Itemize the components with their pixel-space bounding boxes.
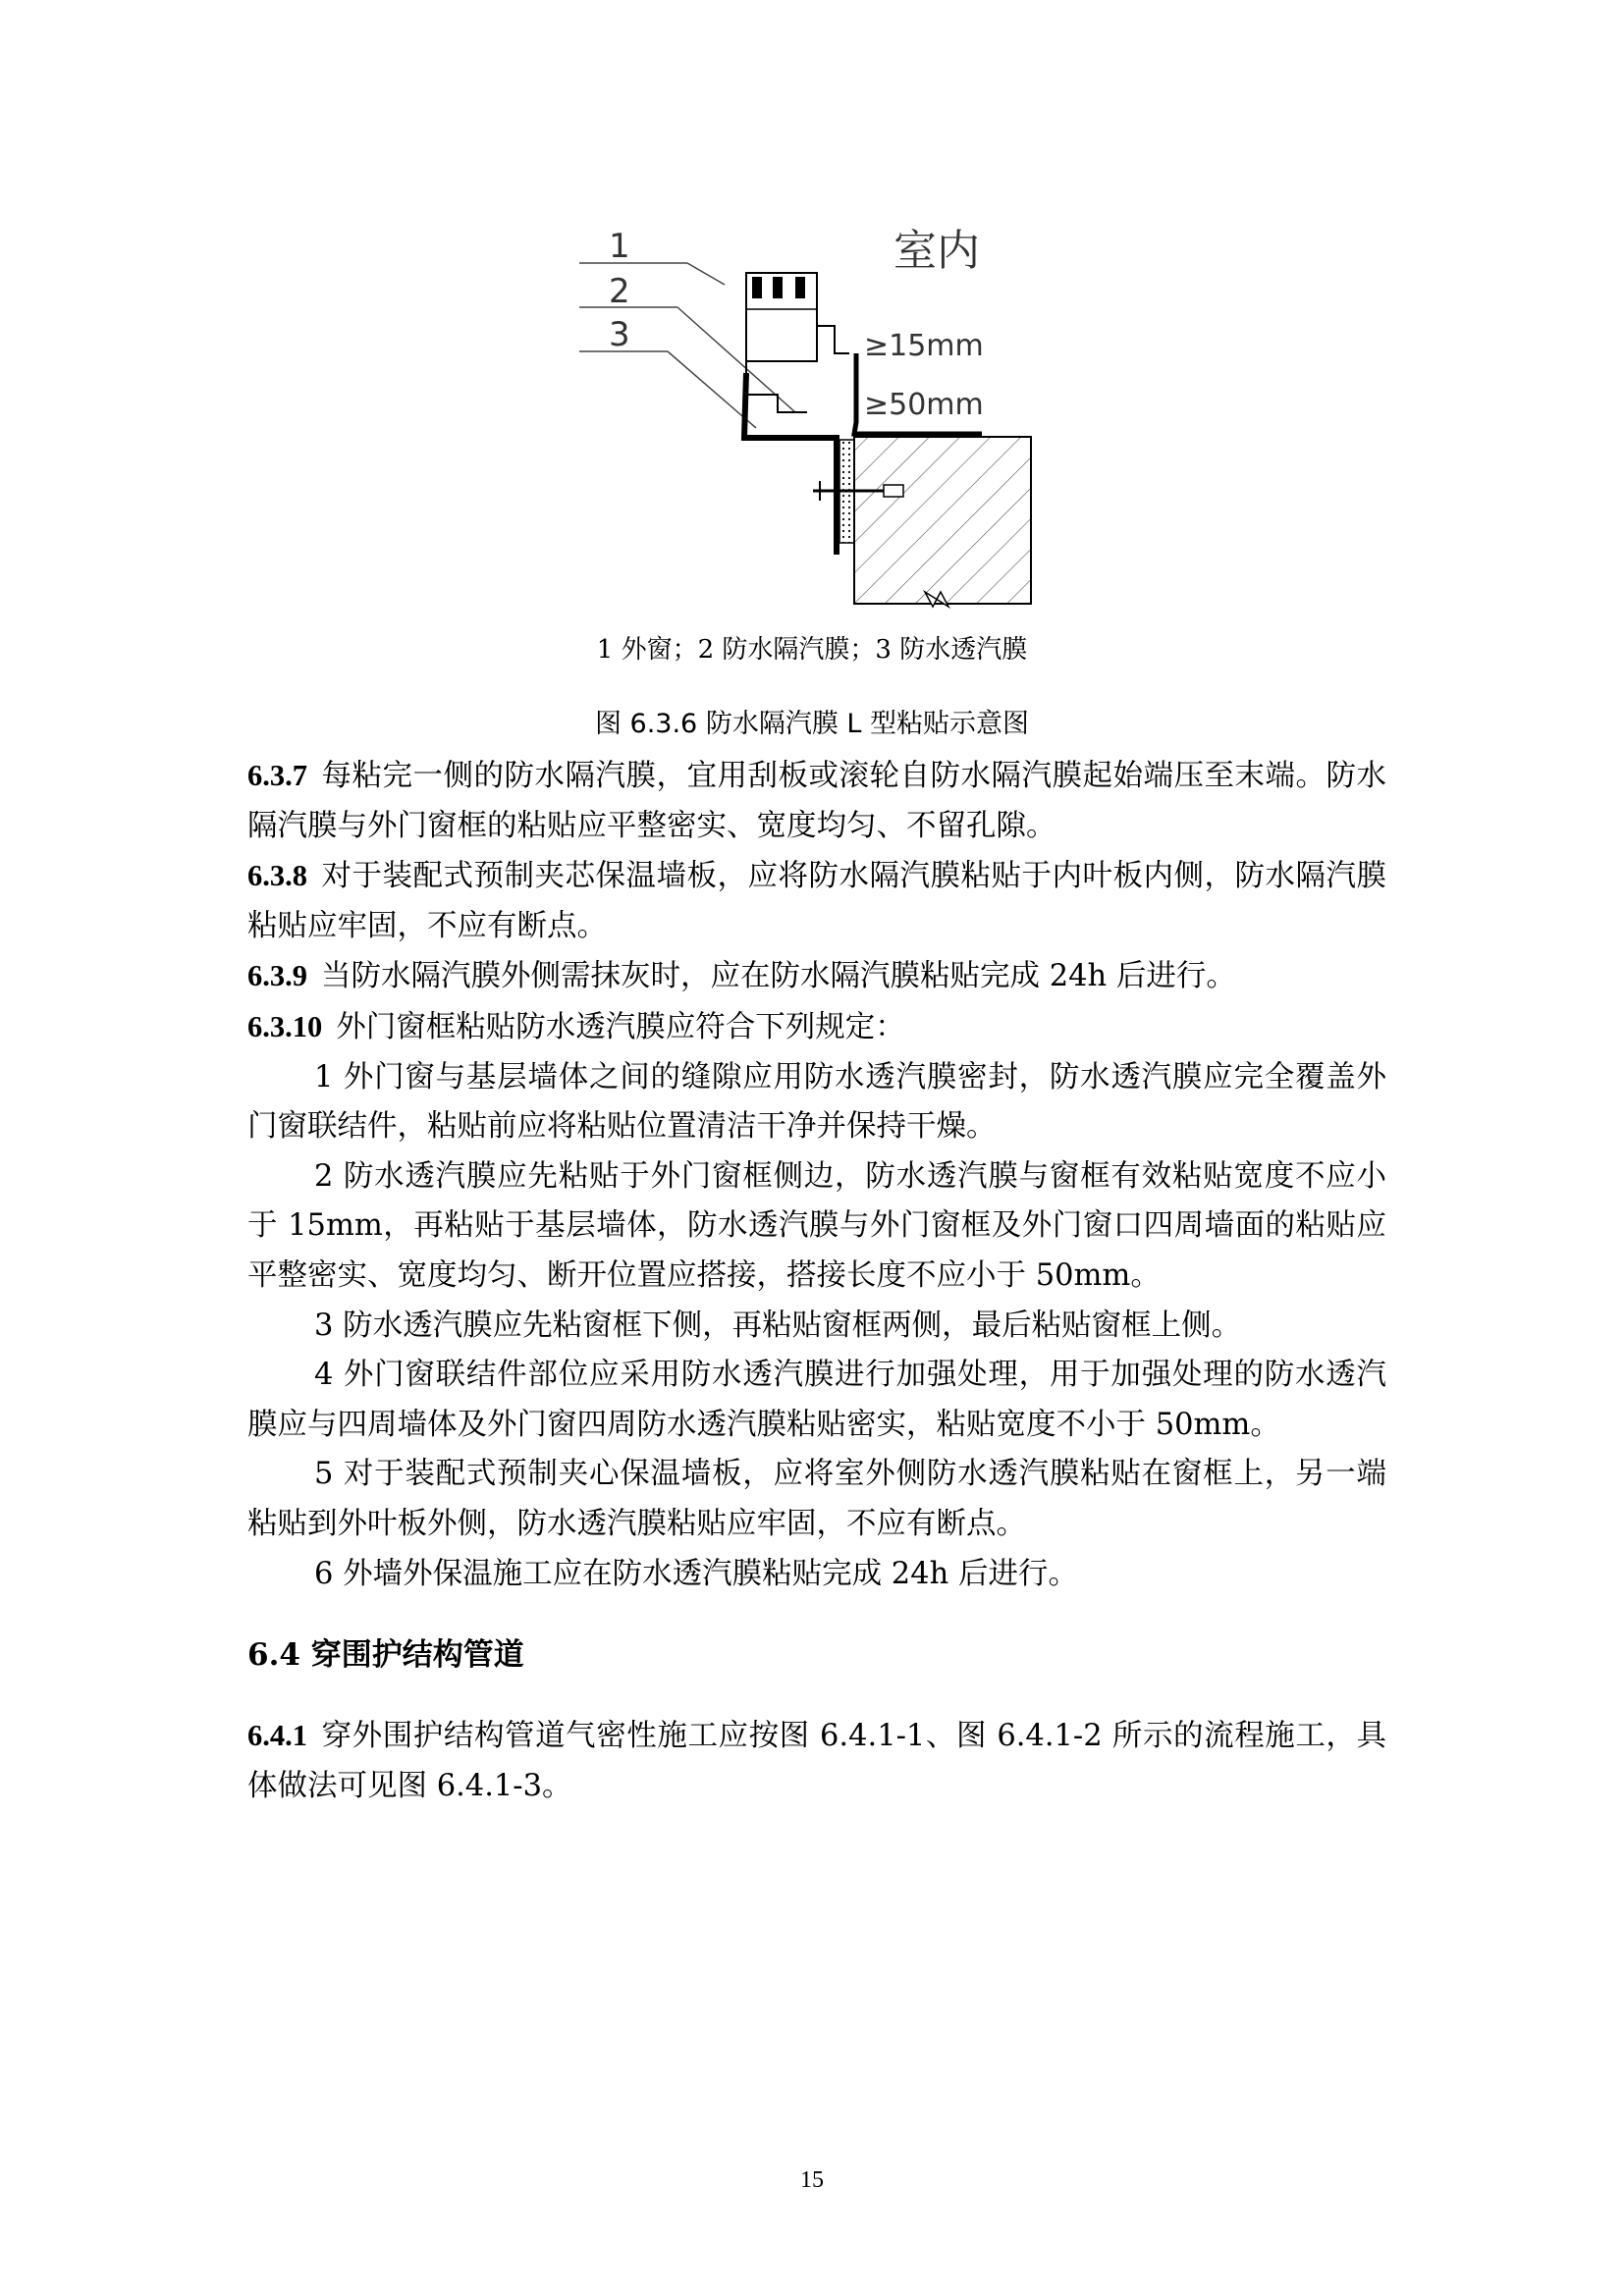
list-item: 2 防水透汽膜应先粘贴于外门窗框侧边，防水透汽膜与窗框有效粘贴宽度不应小于 15mm，再粘贴于基层墙体，防水透汽膜与外门窗框及外门窗口四周墙面的粘贴应平整密实、宽度均匀、断开位置应搭接，搭接长度不应小于 50mm。 bbox=[247, 1158, 1386, 1293]
list-item: 1 外门窗与基层墙体之间的缝隙应用防水透汽膜密封，防水透汽膜应完全覆盖外门窗联结件，粘贴前应将粘贴位置清洁干净并保持干燥。 bbox=[247, 1059, 1386, 1145]
callout-1: 1 bbox=[609, 227, 630, 266]
clause-number: 6.4.1 bbox=[247, 1719, 307, 1753]
spacer bbox=[247, 1680, 1386, 1711]
section-drawing bbox=[569, 216, 1060, 628]
clause-text: 外门窗框粘贴防水透汽膜应符合下列规定： bbox=[336, 1009, 905, 1044]
dimension-50mm: ≥50mm bbox=[864, 388, 984, 422]
clause-text: 当防水隔汽膜外侧需抹灰时，应在防水隔汽膜粘贴完成 24h 后进行。 bbox=[321, 959, 1236, 994]
clause-number: 6.3.7 bbox=[247, 759, 307, 792]
clause-number: 6.3.9 bbox=[247, 959, 307, 993]
list-item: 5 对于装配式预制夹心保温墙板，应将室外侧防水透汽膜粘贴在窗框上，另一端粘贴到外叶板外侧，防水透汽膜粘贴应牢固，不应有断点。 bbox=[247, 1457, 1386, 1541]
callout-2: 2 bbox=[609, 272, 630, 311]
section-heading: 6.4 穿围护结构管道 bbox=[247, 1637, 524, 1674]
dimension-15mm: ≥15mm bbox=[864, 329, 984, 363]
figure-legend: 1 外窗；2 防水隔汽膜；3 防水透汽膜 bbox=[596, 635, 1028, 665]
callout-3: 3 bbox=[609, 315, 630, 354]
clause-6-3-8 bbox=[247, 851, 1386, 951]
window-membrane-diagram bbox=[569, 216, 1060, 628]
clause-6-3-7 bbox=[247, 751, 1386, 851]
clause-text: 对于装配式预制夹芯保温墙板，应将防水隔汽膜粘贴于内叶板内侧，防水隔汽膜粘贴应牢固，不应有断点。 bbox=[247, 859, 1386, 943]
clause-6-4-1 bbox=[247, 1711, 1386, 1811]
clause-number: 6.3.10 bbox=[247, 1009, 323, 1043]
clause-6-3-9 bbox=[247, 951, 1386, 1002]
clause-text: 穿外围护结构管道气密性施工应按图 6.4.1-1、图 6.4.1-2 所示的流程施工，具体做法可见图 6.4.1-3。 bbox=[247, 1719, 1386, 1803]
list-item: 4 外门窗联结件部位应采用防水透汽膜进行加强处理，用于加强处理的防水透汽膜应与四周墙体及外门窗四周防水透汽膜粘贴密实，粘贴宽度不小于 50mm。 bbox=[247, 1358, 1386, 1442]
figure-caption: 图 6.3.6 防水隔汽膜 L 型粘贴示意图 bbox=[594, 709, 1030, 739]
page-number: 15 bbox=[800, 2167, 824, 2193]
clause-number: 6.3.8 bbox=[247, 859, 307, 893]
list-item: 3 防水透汽膜应先粘窗框下侧，再粘贴窗框两侧，最后粘贴窗框上侧。 bbox=[314, 1308, 1242, 1343]
document-body bbox=[247, 751, 1386, 1811]
clause-text: 每粘完一侧的防水隔汽膜，宜用刮板或滚轮自防水隔汽膜起始端压至末端。防水隔汽膜与外门窗框的粘贴应平整密实、宽度均匀、不留孔隙。 bbox=[247, 759, 1386, 843]
indoor-label: 室内 bbox=[893, 226, 980, 276]
list-item: 6 外墙外保温施工应在防水透汽膜粘贴完成 24h 后进行。 bbox=[314, 1556, 1078, 1591]
spacer bbox=[247, 1599, 1386, 1630]
clause-6-3-10 bbox=[247, 1002, 1386, 1053]
